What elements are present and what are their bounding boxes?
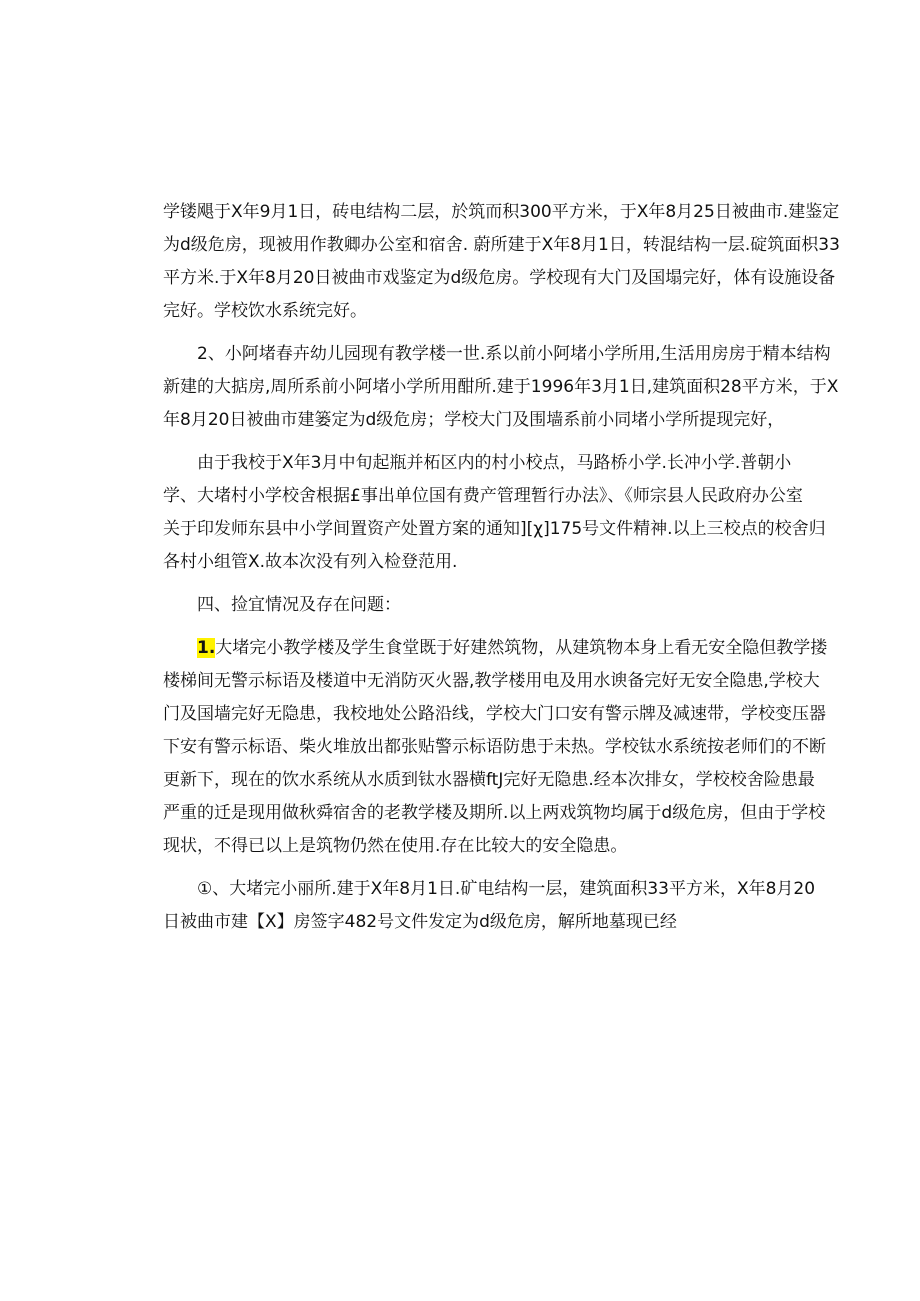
- text-line: 新建的大掂房,周所系前小阿堵小学所用酣所.建于1996年3月1日,建筑面积28平方米，于X: [163, 377, 839, 397]
- text-line: ①、大堵完小丽所.建于X年8月1日.矿电结构一层，建筑面积33平方米，X年8月20: [197, 879, 816, 899]
- document-body: [163, 196, 840, 939]
- paragraph-inspection-details: [163, 632, 828, 863]
- paragraph-merged-schools: [163, 447, 826, 579]
- text-line-content: 大堵完小教学楼及学生食堂既于好建然筑物，从建筑物本身上看无安全隐但教学搂: [215, 638, 828, 658]
- text-line: 为d级危房，现被用作教卿办公室和宿舍. 蔚所建于X年8月1日，转混结构一层.碇筑面枳33: [163, 235, 840, 255]
- section-heading-inspection: [163, 589, 767, 622]
- text-line: 学、大堵村小学校舍根据£事出单位国有费产管理暂行办法》、《师宗县人民政府办公室: [163, 486, 803, 506]
- text-line: 现状，不得已以上是筑物仍然在使用.存在比较大的安全隐患。: [163, 836, 628, 856]
- text-line: 日被曲市建【X】房签字482号文件发定为d级危房，解所地墓现已经: [163, 912, 677, 932]
- text-line: 由于我校于X年3月中旬起瓶并柘区内的村小校点，马路桥小学.长冲小学.普朝小: [197, 453, 792, 473]
- text-line: 学镂飓于X年9月1日，砖电结构二层，於筑而积300平方米，于X年8月25日被曲市.建鉴定: [163, 202, 840, 222]
- text-line: 关于印发师东县中小学间置资产处置方案的通知][χ]175号文件精神.以上三校点的校舍归: [163, 519, 826, 539]
- text-line: 楼梯间无警示标语及楼道中无消防灭火器,教学楼用电及用水谀备完好无安全隐患,学校大: [163, 671, 820, 691]
- text-line: 2、小阿堵春卉幼儿园现有教学楼一世.系以前小阿堵小学所用,生活用房房于精本结构: [197, 344, 831, 364]
- text-line: 更新下，现在的饮水系统从水质到钛水器横ftJ完好无隐患.经本次排女，学校校舍险患最: [163, 770, 815, 790]
- text-line: 严重的迁是现用做秋舜宿舍的老教学楼及期所.以上两戏筑物均属于d级危房，但由于学校: [163, 803, 826, 823]
- section-heading-text: 四、捡宜情况及存在问题：: [197, 595, 401, 615]
- paragraph-building-status: [163, 196, 840, 328]
- text-line: [163, 632, 828, 665]
- paragraph-kindergarten: [163, 338, 839, 437]
- paragraph-toilet-building: [163, 873, 816, 939]
- text-line: 平方米.于X年8月20日被曲市戏鉴定为d级危房。学校现有大门及国塌完好，体有设施设备: [163, 268, 836, 288]
- text-line: 各村小组管X.故本次没有列入检登范用.: [163, 552, 458, 572]
- text-line: 门及国墙完好无隐患，我校地处公路沿线，学校大门口安有警示牌及减速带，学校变压器: [163, 704, 826, 724]
- text-line: 下安有警示标语、柴火堆放出都张贴警示标语防患于未热。学校钛水系统按老师们的不断: [163, 737, 826, 757]
- highlighted-item-number: 1.: [197, 638, 216, 658]
- text-line: 完好。学校饮水系统完好。: [163, 301, 367, 321]
- text-line: 年8月20日被曲市建篓定为d级危房；学校大门及围墙系前小同堵小学所提现完好，: [163, 410, 785, 430]
